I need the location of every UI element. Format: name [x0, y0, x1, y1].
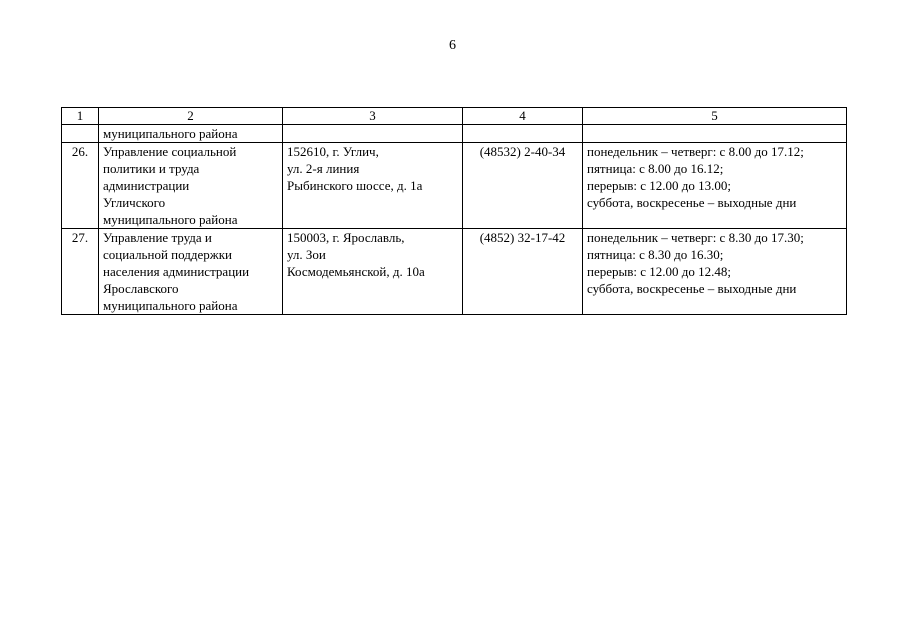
table-row [62, 143, 847, 229]
address-line: Рыбинского шоссе, д. 1а [287, 178, 423, 193]
address-line: 152610, г. Углич, [287, 144, 379, 159]
phone-cell [463, 125, 583, 143]
hours-line: перерыв: с 12.00 до 12.48; [587, 264, 731, 279]
hours-line: пятница: с 8.00 до 16.12; [587, 161, 724, 176]
hours-cell [583, 143, 847, 229]
hours-line: пятница: с 8.30 до 16.30; [587, 247, 724, 262]
institution-name-line: Управление труда и [103, 230, 212, 245]
institution-name-line: политики и труда [103, 161, 200, 176]
hours-cell [583, 229, 847, 315]
institution-name-line: Угличского [103, 195, 166, 210]
hours-line: понедельник – четверг: с 8.30 до 17.30; [587, 230, 804, 245]
institution-name-line: муниципального района [103, 212, 238, 227]
institution-name-line: муниципального района [103, 298, 238, 313]
hours-cell [583, 125, 847, 143]
address-line: 150003, г. Ярославль, [287, 230, 405, 245]
institution-name-line: муниципального района [103, 126, 238, 141]
address-cell [283, 125, 463, 143]
hours-line: суббота, воскресенье – выходные дни [587, 281, 797, 296]
phone-cell: (4852) 32-17-42 [463, 229, 583, 315]
institution-name-cell [99, 229, 283, 315]
row-number-cell [62, 125, 99, 143]
phone-cell: (48532) 2-40-34 [463, 143, 583, 229]
table-header-row [62, 108, 847, 125]
column-header-3: 3 [283, 108, 463, 125]
page-number: 6 [449, 38, 456, 53]
hours-line: перерыв: с 12.00 до 13.00; [587, 178, 731, 193]
institution-name-line: населения администрации [103, 264, 250, 279]
institution-name-cell [99, 125, 283, 143]
institutions-table [61, 107, 847, 315]
column-header-5: 5 [583, 108, 847, 125]
column-header-4: 4 [463, 108, 583, 125]
institution-name-line: социальной поддержки [103, 247, 232, 262]
column-header-2: 2 [99, 108, 283, 125]
address-line: Космодемьянской, д. 10а [287, 264, 425, 279]
institution-name-line: Управление социальной [103, 144, 237, 159]
address-cell [283, 229, 463, 315]
table-row [62, 229, 847, 315]
institution-name-cell [99, 143, 283, 229]
address-line: ул. Зои [287, 247, 326, 262]
column-header-1: 1 [62, 108, 99, 125]
address-cell [283, 143, 463, 229]
hours-line: суббота, воскресенье – выходные дни [587, 195, 797, 210]
table-row-continuation [62, 125, 847, 143]
institution-name-line: администрации [103, 178, 190, 193]
hours-line: понедельник – четверг: с 8.00 до 17.12; [587, 144, 804, 159]
institution-name-line: Ярославского [103, 281, 179, 296]
address-line: ул. 2-я линия [287, 161, 360, 176]
row-number-cell: 27. [62, 229, 99, 315]
row-number-cell: 26. [62, 143, 99, 229]
